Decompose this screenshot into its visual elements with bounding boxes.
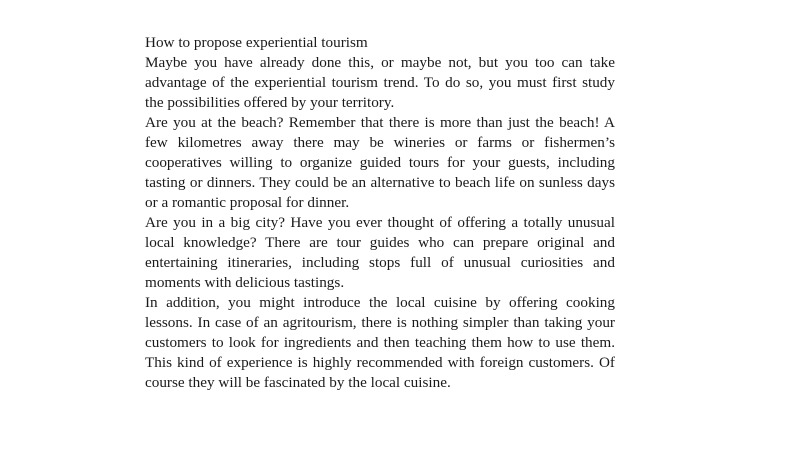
document-title: How to propose experiential tourism [145,34,368,51]
paragraph-city: Are you in a big city? Have you ever thought of offering a totally unusual local knowledge? There are tour guides who can prepare original and entertaining itineraries, including stops full of unusual curiosities and moments with delicious tastings. [145,214,615,291]
paragraph-intro: Maybe you have already done this, or maybe not, but you too can take advantage of the experiential tourism trend. To do so, you must first study the possibilities offered by your territory. [145,54,615,111]
paragraph-beach: Are you at the beach? Remember that there is more than just the beach! A few kilometres away there may be wineries or farms or fishermen’s cooperatives willing to organize guided tours for your guests, including tasting or dinners. They could be an alternative to beach life on sunless days or a romantic proposal for dinner. [145,114,615,211]
document-body [145,33,615,393]
paragraph-cuisine: In addition, you might introduce the local cuisine by offering cooking lessons. In case of an agritourism, there is nothing simpler than taking your customers to look for ingredients and then teaching them how to use them. This kind of experience is highly recommended with foreign customers. Of course they will be fascinated by the local cuisine. [145,294,615,391]
